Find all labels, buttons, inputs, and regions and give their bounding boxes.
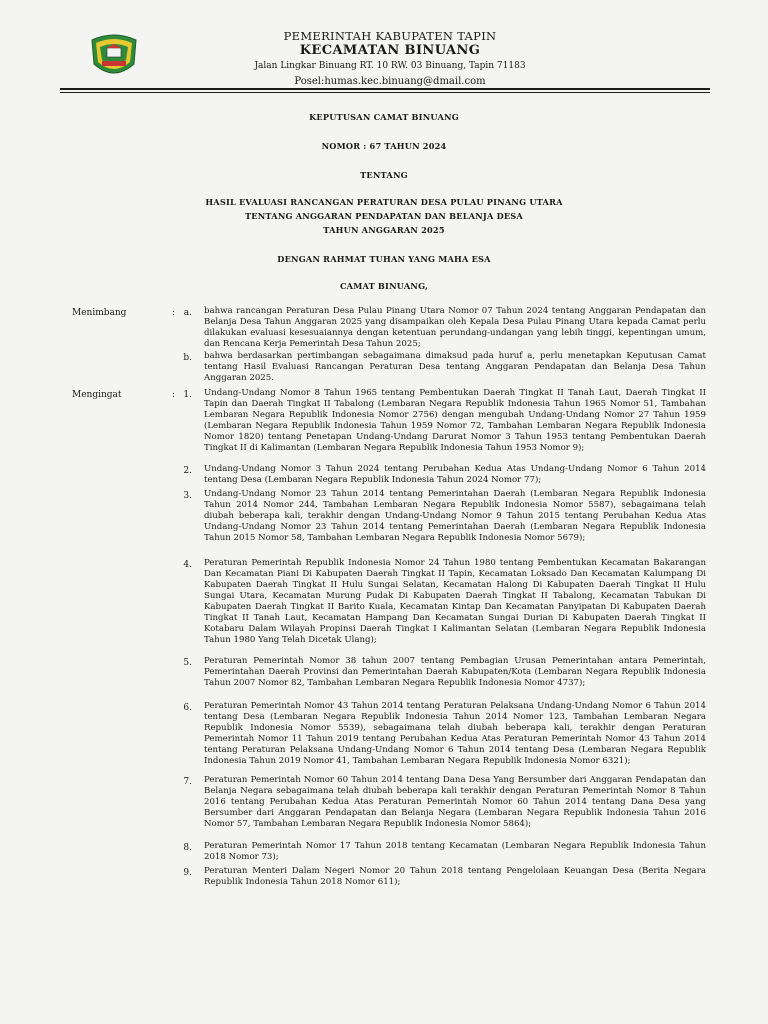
list-item-text: bahwa rancangan Peraturan Desa Pulau Pinang Utara Nomor 07 Tahun 2024 tentang Anggaran Pendapatan dan Belanja Desa Tahun Anggaran 2025 yang disampaikan oleh Kepala Desa Pulau Pinang Utara kepada Camat perlu dilakukan evaluasi kesesuaiannya dengan ketentuan perundang-undangan yang lebih tinggi, kepentingan umum, dan Rencana Kerja Pemerintah Desa Tahun 2025; — [204, 306, 706, 350]
list-item-mark: 5. — [183, 658, 192, 668]
regency-emblem — [88, 32, 140, 80]
section-colon: : — [172, 308, 176, 318]
list-item-mark: 3. — [183, 491, 192, 501]
decree-about: TENTANG — [360, 170, 408, 180]
section-colon: : — [172, 390, 176, 400]
letterhead-rule-thin — [60, 92, 710, 93]
list-item-mark: 8. — [183, 843, 192, 853]
list-item-mark: 6. — [183, 703, 192, 713]
list-item-mark: 2. — [183, 466, 192, 476]
decree-subject-line-2: TENTANG ANGGARAN PENDAPATAN DAN BELANJA DESA — [245, 211, 523, 221]
list-item-mark: 1. — [183, 390, 192, 400]
letterhead-rule-thick — [60, 88, 710, 90]
decree-blessing: DENGAN RAHMAT TUHAN YANG MAHA ESA — [277, 254, 491, 264]
letterhead — [230, 30, 550, 88]
office-address: Jalan Lingkar Binuang RT. 10 RW. 03 Binuang, Tapin 71183 — [254, 61, 526, 71]
list-item-text: bahwa berdasarkan pertimbangan sebagaimana dimaksud pada huruf a, perlu menetapkan Keputusan Camat tentang Hasil Evaluasi Rancangan Peraturan Desa tentang Anggaran Pendapatan dan Belanja Desa Tahun Anggaran 2025. — [204, 351, 706, 384]
list-item-text: Peraturan Pemerintah Republik Indonesia Nomor 24 Tahun 1980 tentang Pembentukan Kecamatan Bakarangan Dan Kecamatan Piani Di Kabupaten Daerah Tingkat II Tapin, Kecamatan Loksado Dan Kecamatan Kalumpang Di Kabupaten Daerah Tingkat II Hulu Sungai Selatan, Kecamatan Halong Di Kabupaten Daerah Tingkat II Hulu Sungai Utara, Kecamatan Murung Pudak Di Kabupaten Daerah Tingkat II Tabalong, Kecamatan Tabukan Di Kabupaten Daerah Tingkat II Barito Kuala, Kecamatan Kintap Dan Kecamatan Panyipatan Di Kabupaten Daerah Tingkat II Tanah Laut, Kecamatan Hampang Dan Kecamatan Sungai Durian Di Kabupaten Daerah Tingkat II Kotabaru Dalam Wilayah Propinsi Daerah Tingkat I Kalimantan Selatan (Lembaran Negara Republik Indonesia Tahun 1980 Yang Telah Dicetak Ulang); — [204, 558, 706, 646]
list-item-text: Peraturan Pemerintah Nomor 60 Tahun 2014 tentang Dana Desa Yang Bersumber dari Anggaran Pendapatan dan Belanja Negara sebagaimana telah diubah beberapa kali terakhir dengan Peraturan Pemerintah Nomor 8 Tahun 2016 tentang Perubahan Kedua Atas Peraturan Pemerintah Nomor 60 Tahun 2014 tentang Dana Desa yang Bersumber dari Anggaran Pendapatan dan Belanja Negara (Lembaran Negara Republik Indonesia Tahun 2016 Nomor 57, Tambahan Lembaran Negara Republik Indonesia Nomor 5864); — [204, 775, 706, 830]
decree-title: KEPUTUSAN CAMAT BINUANG — [309, 112, 459, 122]
section-label-mengingat: Mengingat — [72, 390, 122, 400]
list-item-mark: 7. — [183, 777, 192, 787]
decree-official: CAMAT BINUANG, — [339, 281, 429, 291]
district-name: KECAMATAN BINUANG — [299, 43, 481, 58]
list-item-text: Peraturan Pemerintah Nomor 17 Tahun 2018 tentang Kecamatan (Lembaran Negara Republik Indonesia Tahun 2018 Nomor 73); — [204, 841, 706, 863]
list-item-mark: 4. — [183, 560, 192, 570]
decree-subject-line-3: TAHUN ANGGARAN 2025 — [323, 225, 445, 235]
list-item-text: Peraturan Pemerintah Nomor 38 tahun 2007 tentang Pembagian Urusan Pemerintahan antara Pemerintah, Pemerintahan Daerah Provinsi dan Pemerintahan Daerah Kabupaten/Kota (Lembaran Negara Republik Indonesia Tahun 2007 Nomor 82, Tambahan Lembaran Negara Republik Indonesia Nomor 4737); — [204, 656, 706, 689]
office-email: Posel:humas.kec.binuang@dmail.com — [294, 76, 486, 87]
list-item-text: Peraturan Pemerintah Nomor 43 Tahun 2014 tentang Peraturan Pelaksana Undang-Undang Nomor 6 Tahun 2014 tentang Desa (Lembaran Negara Republik Indonesia Tahun 2014 Nomor 123, Tambahan Lembaran Negara Republik Indonesia Nomor 5539), sebagaimana telah diubah beberapa kali, terakhir dengan Peraturan Pemerintah Nomor 11 Tahun 2019 tentang Perubahan Kedua Atas Peraturan Pemerintah Nomor 43 Tahun 2014 tentang Peraturan Pelaksana Undang-Undang Nomor 6 Tahun 2014 tentang Desa (Lembaran Negara Republik Indonesia Tahun 2019 Nomor 41, Tambahan Lembaran Negara Republik Indonesia Nomor 6321); — [204, 701, 706, 767]
list-item-text: Peraturan Menteri Dalam Negeri Nomor 20 Tahun 2018 tentang Pengelolaan Keuangan Desa (Berita Negara Republik Indonesia Tahun 2018 Nomor 611); — [204, 866, 706, 888]
list-item-text: Undang-Undang Nomor 23 Tahun 2014 tentang Pemerintahan Daerah (Lembaran Negara Republik Indonesia Tahun 2014 Nomor 244, Tambahan Lembaran Negara Republik Indonesia Nomor 5587), sebagaimana telah diubah beberapa kali, terakhir dengan Undang-Undang Nomor 9 Tahun 2015 tentang Perubahan Kedua Atas Undang-Undang Nomor 23 Tahun 2014 tentang Pemerintahan Daerah (Lembaran Negara Republik Indonesia Tahun 2015 Nomor 58, Tambahan Lembaran Negara Republik Indonesia Nomor 5679); — [204, 489, 706, 544]
list-item-mark: b. — [183, 353, 192, 363]
list-item-text: Undang-Undang Nomor 3 Tahun 2024 tentang Perubahan Kedua Atas Undang-Undang Nomor 6 Tahun 2014 tentang Desa (Lembaran Negara Republik Indonesia Tahun 2024 Nomor 77); — [204, 464, 706, 486]
list-item-mark: 9. — [183, 868, 192, 878]
decree-number: NOMOR : 67 TAHUN 2024 — [321, 141, 447, 151]
list-item-mark: a. — [183, 308, 192, 318]
government-name: PEMERINTAH KABUPATEN TAPIN — [283, 29, 497, 43]
list-item-text: Undang-Undang Nomor 8 Tahun 1965 tentang Pembentukan Daerah Tingkat II Tanah Laut, Daerah Tingkat II Tapin dan Daerah Tingkat II Tabalong (Lembaran Negara Republik Indonesia Tahun 1965 Nomor 51, Tambahan Lembaran Negara Republik Indonesia Nomor 2756) dengan mengubah Undang-Undang Nomor 27 Tahun 1959 (Lembaran Negara Republik Indonesia Tahun 1959 Nomor 72, Tambahan Lembaran Negara Republik Indonesia Nomor 1820) tentang Penetapan Undang-Undang Darurat Nomor 3 Tahun 1953 tentang Pembentukan Daerah Tingkat II di Kalimantan (Lembaran Negara Republik Indonesia Tahun 1953 Nomor 9); — [204, 388, 706, 454]
section-label-menimbang: Menimbang — [72, 308, 127, 318]
decree-subject-line-1: HASIL EVALUASI RANCANGAN PERATURAN DESA PULAU PINANG UTARA — [205, 197, 563, 207]
